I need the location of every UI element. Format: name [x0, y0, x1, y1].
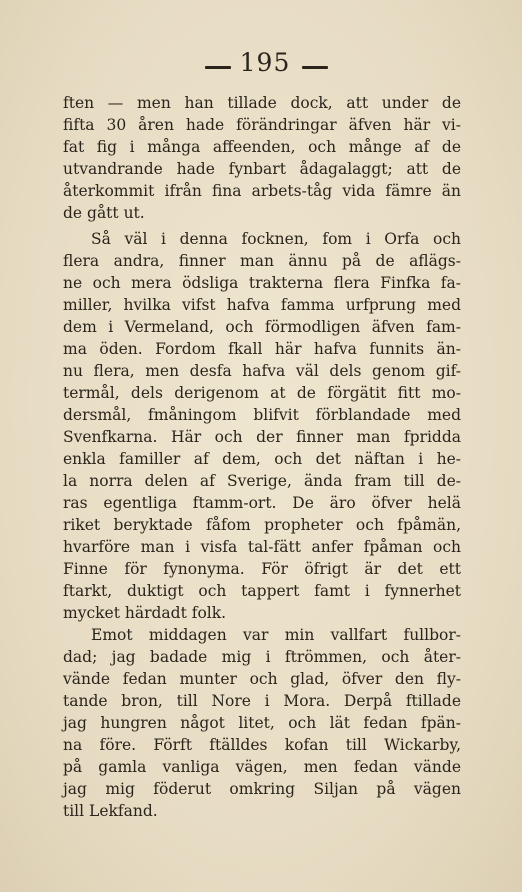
header-dash-left [205, 66, 231, 69]
page-number: 195 [239, 48, 291, 77]
text-line: enkla familler af dem, och det näftan i he- [63, 450, 461, 468]
text-line: återkommit ifrån fina arbets-tåg vida fämre än [63, 182, 461, 200]
text-line: ftarkt, duktigt och tappert famt i fynnerhet [63, 582, 461, 600]
text-line: dad; jag badade mig i ftrömmen, och åter- [63, 648, 461, 666]
text-line: ras egentliga ftamm-ort. De äro öfver helä [63, 494, 461, 512]
text-line: hvarföre man i visfa tal-fätt anfer fpåman och [63, 538, 461, 556]
text-line: na före. Förft ftälldes kofan till Wickarby, [63, 736, 461, 754]
text-line: dersmål, fmåningom blifvit förblandade med [63, 406, 461, 424]
text-line: fat fig i många affeenden, och månge af de [63, 138, 461, 156]
text-line: Emot middagen var min vallfart fullbor- [91, 626, 461, 644]
page-header [0, 42, 522, 77]
text-line: flera andra, finner man ännu på de aflägs- [63, 252, 461, 270]
text-line: de gått ut. [63, 204, 145, 222]
text-line: nu flera, men desfa hafva väl dels genom gif- [63, 362, 461, 380]
text-line: miller, hvilka vifst hafva famma urfprung med [63, 296, 461, 314]
text-line: ften — men han tillade dock, att under de [63, 94, 461, 112]
text-line: Så väl i denna focknen, fom i Orfa och [91, 230, 461, 248]
text-line: fifta 30 åren hade förändringar äfven här vi- [63, 116, 461, 134]
text-line: utvandrande hade fynbart ådagalaggt; att de [63, 160, 461, 178]
text-line: på gamla vanliga vägen, men fedan vände [63, 758, 461, 776]
text-line: vände fedan munter och glad, öfver den fly- [63, 670, 461, 688]
text-line: mycket härdadt folk. [63, 604, 227, 622]
text-line: riket beryktade fåfom propheter och fpåmän, [63, 516, 461, 534]
text-line: ma öden. Fordom fkall här hafva funnits än- [63, 340, 461, 358]
text-line: la norra delen af Sverige, ända fram till de- [63, 472, 461, 490]
text-line: termål, dels derigenom at de förgätit fitt mo- [63, 384, 461, 402]
text-line: tande bron, till Nore i Mora. Derpå ftillade [63, 692, 461, 710]
text-line: dem i Vermeland, och förmodligen äfven fam- [63, 318, 461, 336]
text-line: Svenfkarna. Här och der finner man fpridda [63, 428, 461, 446]
text-line: jag mig föderut omkring Siljan på vägen [63, 780, 461, 798]
header-dash-right [302, 66, 328, 69]
text-line: ne och mera ödsliga trakterna flera Finfka fa- [63, 274, 461, 292]
text-line: jag hungren något litet, och lät fedan fpän- [63, 714, 461, 732]
text-line: Finne för fynonyma. För öfrigt är det ett [63, 560, 461, 578]
text-line: till Lekfand. [63, 802, 158, 820]
